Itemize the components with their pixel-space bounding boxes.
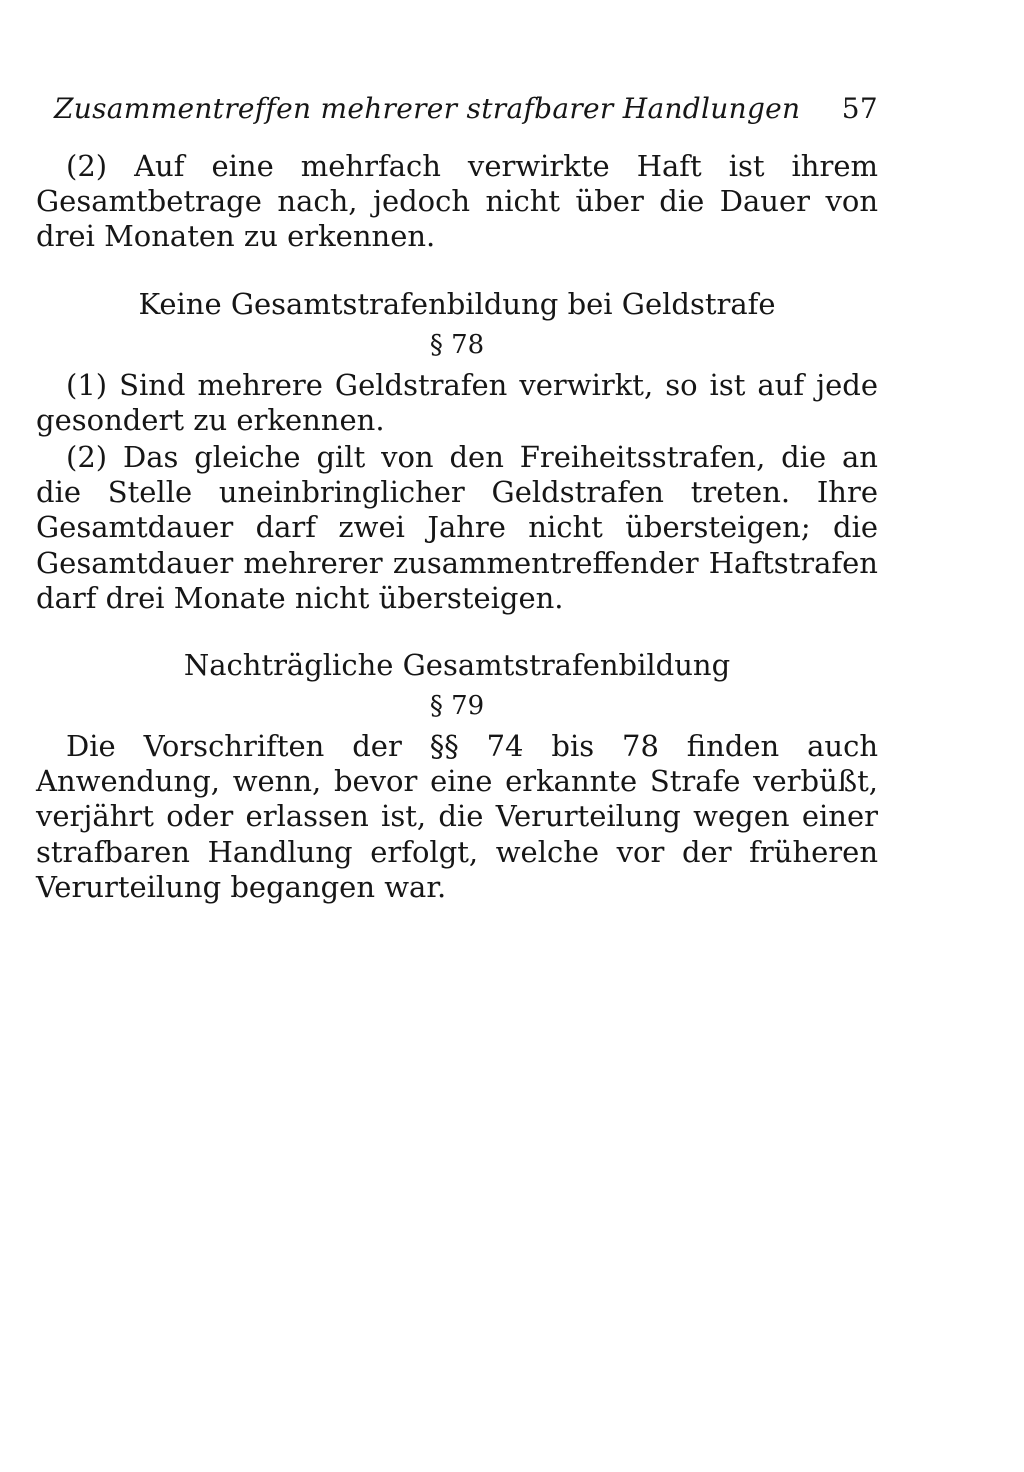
section-78-heading: Keine Gesamtstrafenbildung bei Geldstrafe <box>138 286 776 321</box>
paragraph-77-2: (2) Auf eine mehrfach verwirkte Haft ist ihrem Gesamtbetrage nach, jedoch nicht über die Dauer von drei Monaten zu erkennen. <box>36 149 878 254</box>
paragraph-79: Die Vorschriften der §§ 74 bis 78 finden auch Anwendung, wenn, bevor eine erkannte Strafe verbüßt, verjährt oder erlassen ist, die Verurteilung wegen einer strafbaren Handlung erfolgt, welche vor der früheren Verurteilung begangen war. <box>36 729 878 904</box>
section-79-heading: Nachträgliche Gesamtstrafenbildung <box>183 648 731 683</box>
section-79-mark: § 79 <box>429 691 485 722</box>
paragraph-78-1: (1) Sind mehrere Geldstrafen verwirkt, so ist auf jede gesondert zu erkennen. <box>36 367 878 437</box>
running-head-title: Zusammentreffen mehrerer strafbarer Handlungen <box>54 92 801 125</box>
section-78-mark: § 78 <box>429 329 485 360</box>
paragraph-78-2: (2) Das gleiche gilt von den Freiheitsstrafen, die an die Stelle uneinbringlicher Geldstrafen treten. Ihre Gesamtdauer darf zwei Jahre nicht übersteigen; die Gesamtdauer mehrerer zusammentreffender Haftstrafen darf drei Monate nicht übersteigen. <box>36 440 878 615</box>
page-number: 57 <box>841 92 878 125</box>
book-page <box>36 92 878 905</box>
running-head <box>36 92 878 125</box>
